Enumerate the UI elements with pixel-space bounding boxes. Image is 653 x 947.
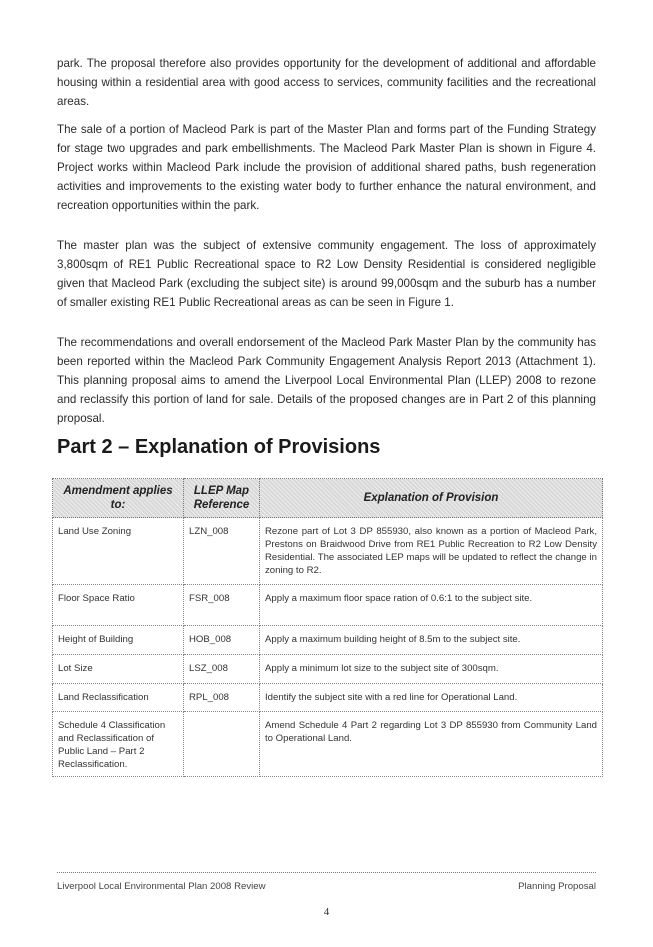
section-heading: Part 2 – Explanation of Provisions — [57, 436, 381, 458]
table-row — [53, 626, 603, 655]
provisions-table — [52, 478, 603, 777]
map-reference-cell: RPL_008 — [184, 684, 260, 712]
map-reference-cell: HOB_008 — [184, 626, 260, 655]
map-reference-cell: FSR_008 — [184, 585, 260, 626]
explanation-cell: Apply a minimum lot size to the subject site of 300sqm. — [260, 655, 603, 684]
table-row — [53, 518, 603, 585]
explanation-cell: Apply a maximum building height of 8.5m to the subject site. — [260, 626, 603, 655]
map-reference-cell: LZN_008 — [184, 518, 260, 585]
table-row — [53, 655, 603, 684]
body-paragraph-3: The master plan was the subject of extensive community engagement. The loss of approximately 3,800sqm of RE1 Public Recreational space to R2 Low Density Residential is considered negligible given that Macleod Park (excluding the subject site) is around 99,000sqm and the suburb has a number of smaller existing RE1 Public Recreational areas as can be seen in Figure 1. — [57, 239, 596, 309]
explanation-cell: Rezone part of Lot 3 DP 855930, also known as a portion of Macleod Park, Prestons on Braidwood Drive from RE1 Public Recreation to R2 Low Density Residential. The associated LEP maps will be updated to reflect the change in zoning to R2. — [260, 518, 603, 585]
header-llep-map-reference: LLEP Map Reference — [184, 479, 260, 518]
table-row — [53, 684, 603, 712]
body-paragraph-4: The recommendations and overall endorsement of the Macleod Park Master Plan by the community has been reported within the Macleod Park Community Engagement Analysis Report 2013 (Attachment 1). This planning proposal aims to amend the Liverpool Local Environmental Plan (LLEP) 2008 to rezone and reclassify this portion of land for sale. Details of the proposed changes are in Part 2 of this planning proposal. — [57, 336, 596, 425]
footer-document-title: Liverpool Local Environmental Plan 2008 Review — [57, 881, 266, 892]
amendment-cell: Schedule 4 Classification and Reclassification of Public Land – Part 2 Reclassification. — [53, 712, 184, 777]
header-amendment-applies-to: Amendment applies to: — [53, 479, 184, 518]
explanation-cell: Identify the subject site with a red line for Operational Land. — [260, 684, 603, 712]
amendment-cell: Lot Size — [53, 655, 184, 684]
amendment-cell: Land Reclassification — [53, 684, 184, 712]
explanation-cell: Amend Schedule 4 Part 2 regarding Lot 3 DP 855930 from Community Land to Operational Land. — [260, 712, 603, 777]
body-paragraph-1: park. The proposal therefore also provides opportunity for the development of additional and affordable housing within a residential area with good access to services, community facilities and the recreational areas. — [57, 57, 596, 108]
footer-document-type: Planning Proposal — [518, 881, 596, 892]
table-header-row — [53, 479, 603, 518]
table-row — [53, 585, 603, 626]
page-number: 4 — [323, 906, 330, 918]
amendment-cell: Land Use Zoning — [53, 518, 184, 585]
explanation-cell: Apply a maximum floor space ration of 0.6:1 to the subject site. — [260, 585, 603, 626]
table-row — [53, 712, 603, 777]
amendment-cell: Height of Building — [53, 626, 184, 655]
map-reference-cell — [184, 712, 260, 777]
footer-divider — [57, 872, 596, 873]
amendment-cell: Floor Space Ratio — [53, 585, 184, 626]
map-reference-cell: LSZ_008 — [184, 655, 260, 684]
body-paragraph-2: The sale of a portion of Macleod Park is part of the Master Plan and forms part of the Funding Strategy for stage two upgrades and park embellishments. The Macleod Park Master Plan is shown in Figure 4. Project works within Macleod Park include the provision of additional shared paths, bush regeneration activities and improvements to the existing water body to further enhance the natural environment, and recreation opportunities within the park. — [57, 123, 596, 212]
header-explanation-of-provision: Explanation of Provision — [260, 479, 603, 518]
